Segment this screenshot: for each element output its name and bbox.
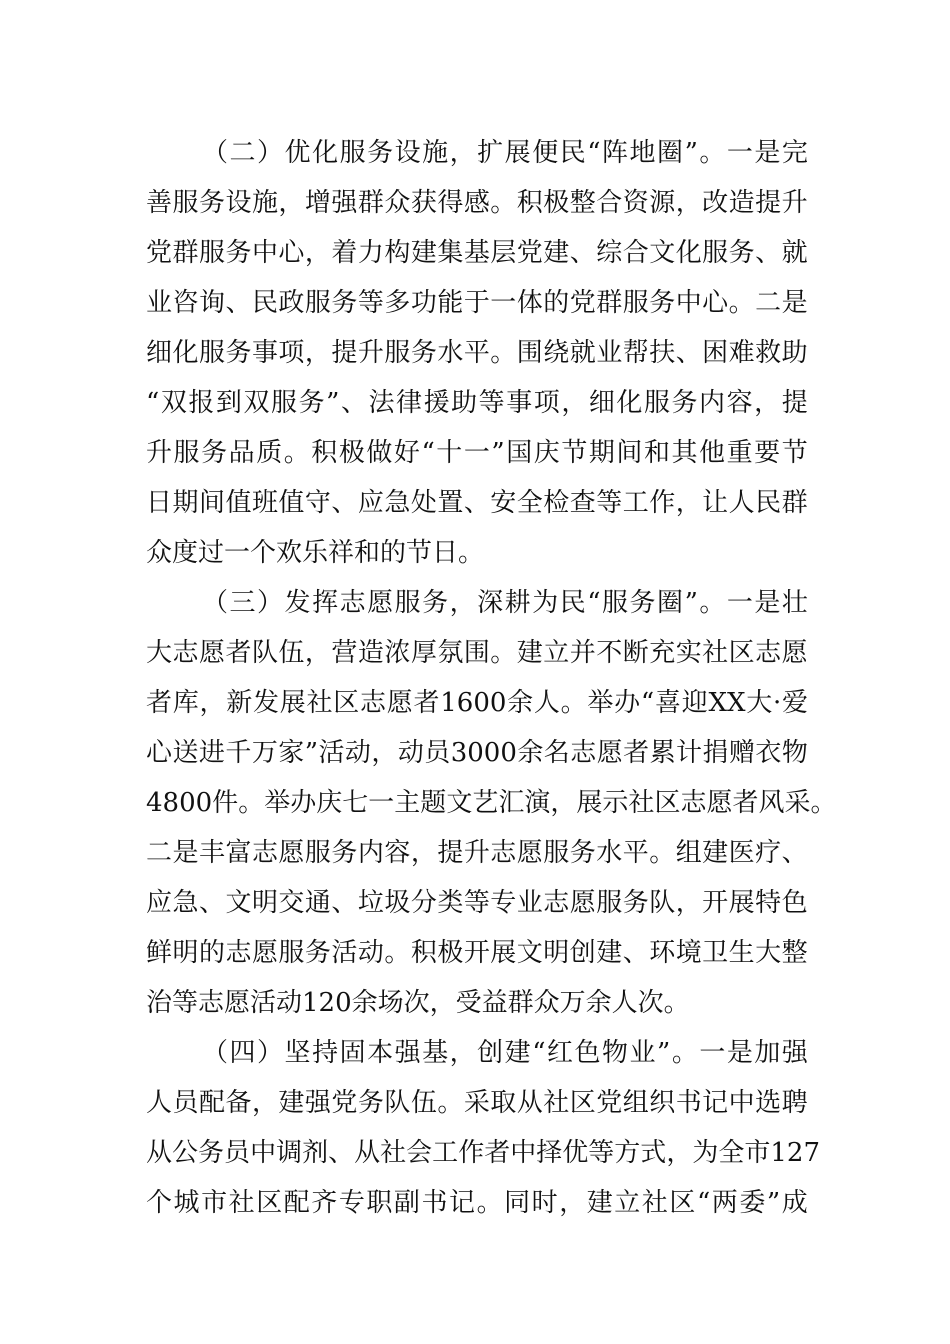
text-line: 党 群 服 务 中 心 ， 着 力 构 建 集 基 层 党 建 、 综 合 文 化 服 务 、 就: [146, 238, 808, 268]
text-line: “ 双 报 到 双 服 务 ” 、 法 律 援 助 等 事 项 ， 细 化 服 务 内 容 ， 提: [146, 388, 808, 418]
text-line: 众度过一个欢乐祥和的节日。: [146, 538, 485, 568]
text-line: 4800 件 。 举 办 庆 七 一 主 题 文 艺 汇 演 ， 展 示 社 区 志 愿 者 风 采 。: [146, 788, 837, 818]
text-line: 日 期 间 值 班 值 守 、 应 急 处 置 、 安 全 检 查 等 工 作 ， 让 人 民 群: [146, 488, 808, 518]
text-line: 应 急 、 文 明 交 通 、 垃 圾 分 类 等 专 业 志 愿 服 务 队 ， 开 展 特 色: [146, 888, 808, 918]
text-line: 心 送 进 千 万 家 ” 活 动 ， 动 员 3000 余 名 志 愿 者 累 计 捐 赠 衣 物: [146, 738, 808, 768]
text-line: 鲜 明 的 志 愿 服 务 活 动 。 积 极 开 展 文 明 创 建 、 环 境 卫 生 大 整: [146, 938, 808, 968]
text-line: 业 咨 询 、 民 政 服 务 等 多 功 能 于 一 体 的 党 群 服 务 中 心 。 二 是: [146, 288, 808, 318]
text-line: 二 是 丰 富 志 愿 服 务 内 容 ， 提 升 志 愿 服 务 水 平 。 组 建 医 疗 、: [146, 838, 808, 868]
text-line: 善 服 务 设 施 ， 增 强 群 众 获 得 感 。 积 极 整 合 资 源 ， 改 造 提 升: [146, 188, 808, 218]
document-body: [146, 128, 837, 1228]
text-line: （ 四 ） 坚 持 固 本 强 基 ， 创 建 “ 红 色 物 业 ” 。 一 是 加 强: [202, 1038, 808, 1068]
text-line: 大 志 愿 者 队 伍 ， 营 造 浓 厚 氛 围 。 建 立 并 不 断 充 实 社 区 志 愿: [146, 638, 808, 668]
text-line: 从 公 务 员 中 调 剂 、 从 社 会 工 作 者 中 择 优 等 方 式 ， 为 全 市 127: [146, 1138, 821, 1168]
text-line: 者 库 ， 新 发 展 社 区 志 愿 者 1600 余 人 。 举 办 “ 喜 迎 XX 大 · 爱: [146, 688, 808, 718]
text-line: 细 化 服 务 事 项 ， 提 升 服 务 水 平 。 围 绕 就 业 帮 扶 、 困 难 救 助: [146, 338, 808, 368]
text-line: 人 员 配 备 ， 建 强 党 务 队 伍 。 采 取 从 社 区 党 组 织 书 记 中 选 聘: [146, 1088, 808, 1118]
text-line: 升 服 务 品 质 。 积 极 做 好 “ 十 一 ” 国 庆 节 期 间 和 其 他 重 要 节: [146, 438, 808, 468]
text-line: 治等志愿活动120余场次，受益群众万余人次。: [146, 988, 690, 1018]
text-line: （ 三 ） 发 挥 志 愿 服 务 ， 深 耕 为 民 “ 服 务 圈 ” 。 一 是 壮: [202, 588, 808, 618]
text-line: （ 二 ） 优 化 服 务 设 施 ， 扩 展 便 民 “ 阵 地 圈 ” 。 一 是 完: [202, 138, 808, 168]
text-line: 个 城 市 社 区 配 齐 专 职 副 书 记 。 同 时 ， 建 立 社 区 “ 两 委 ” 成: [146, 1188, 808, 1218]
